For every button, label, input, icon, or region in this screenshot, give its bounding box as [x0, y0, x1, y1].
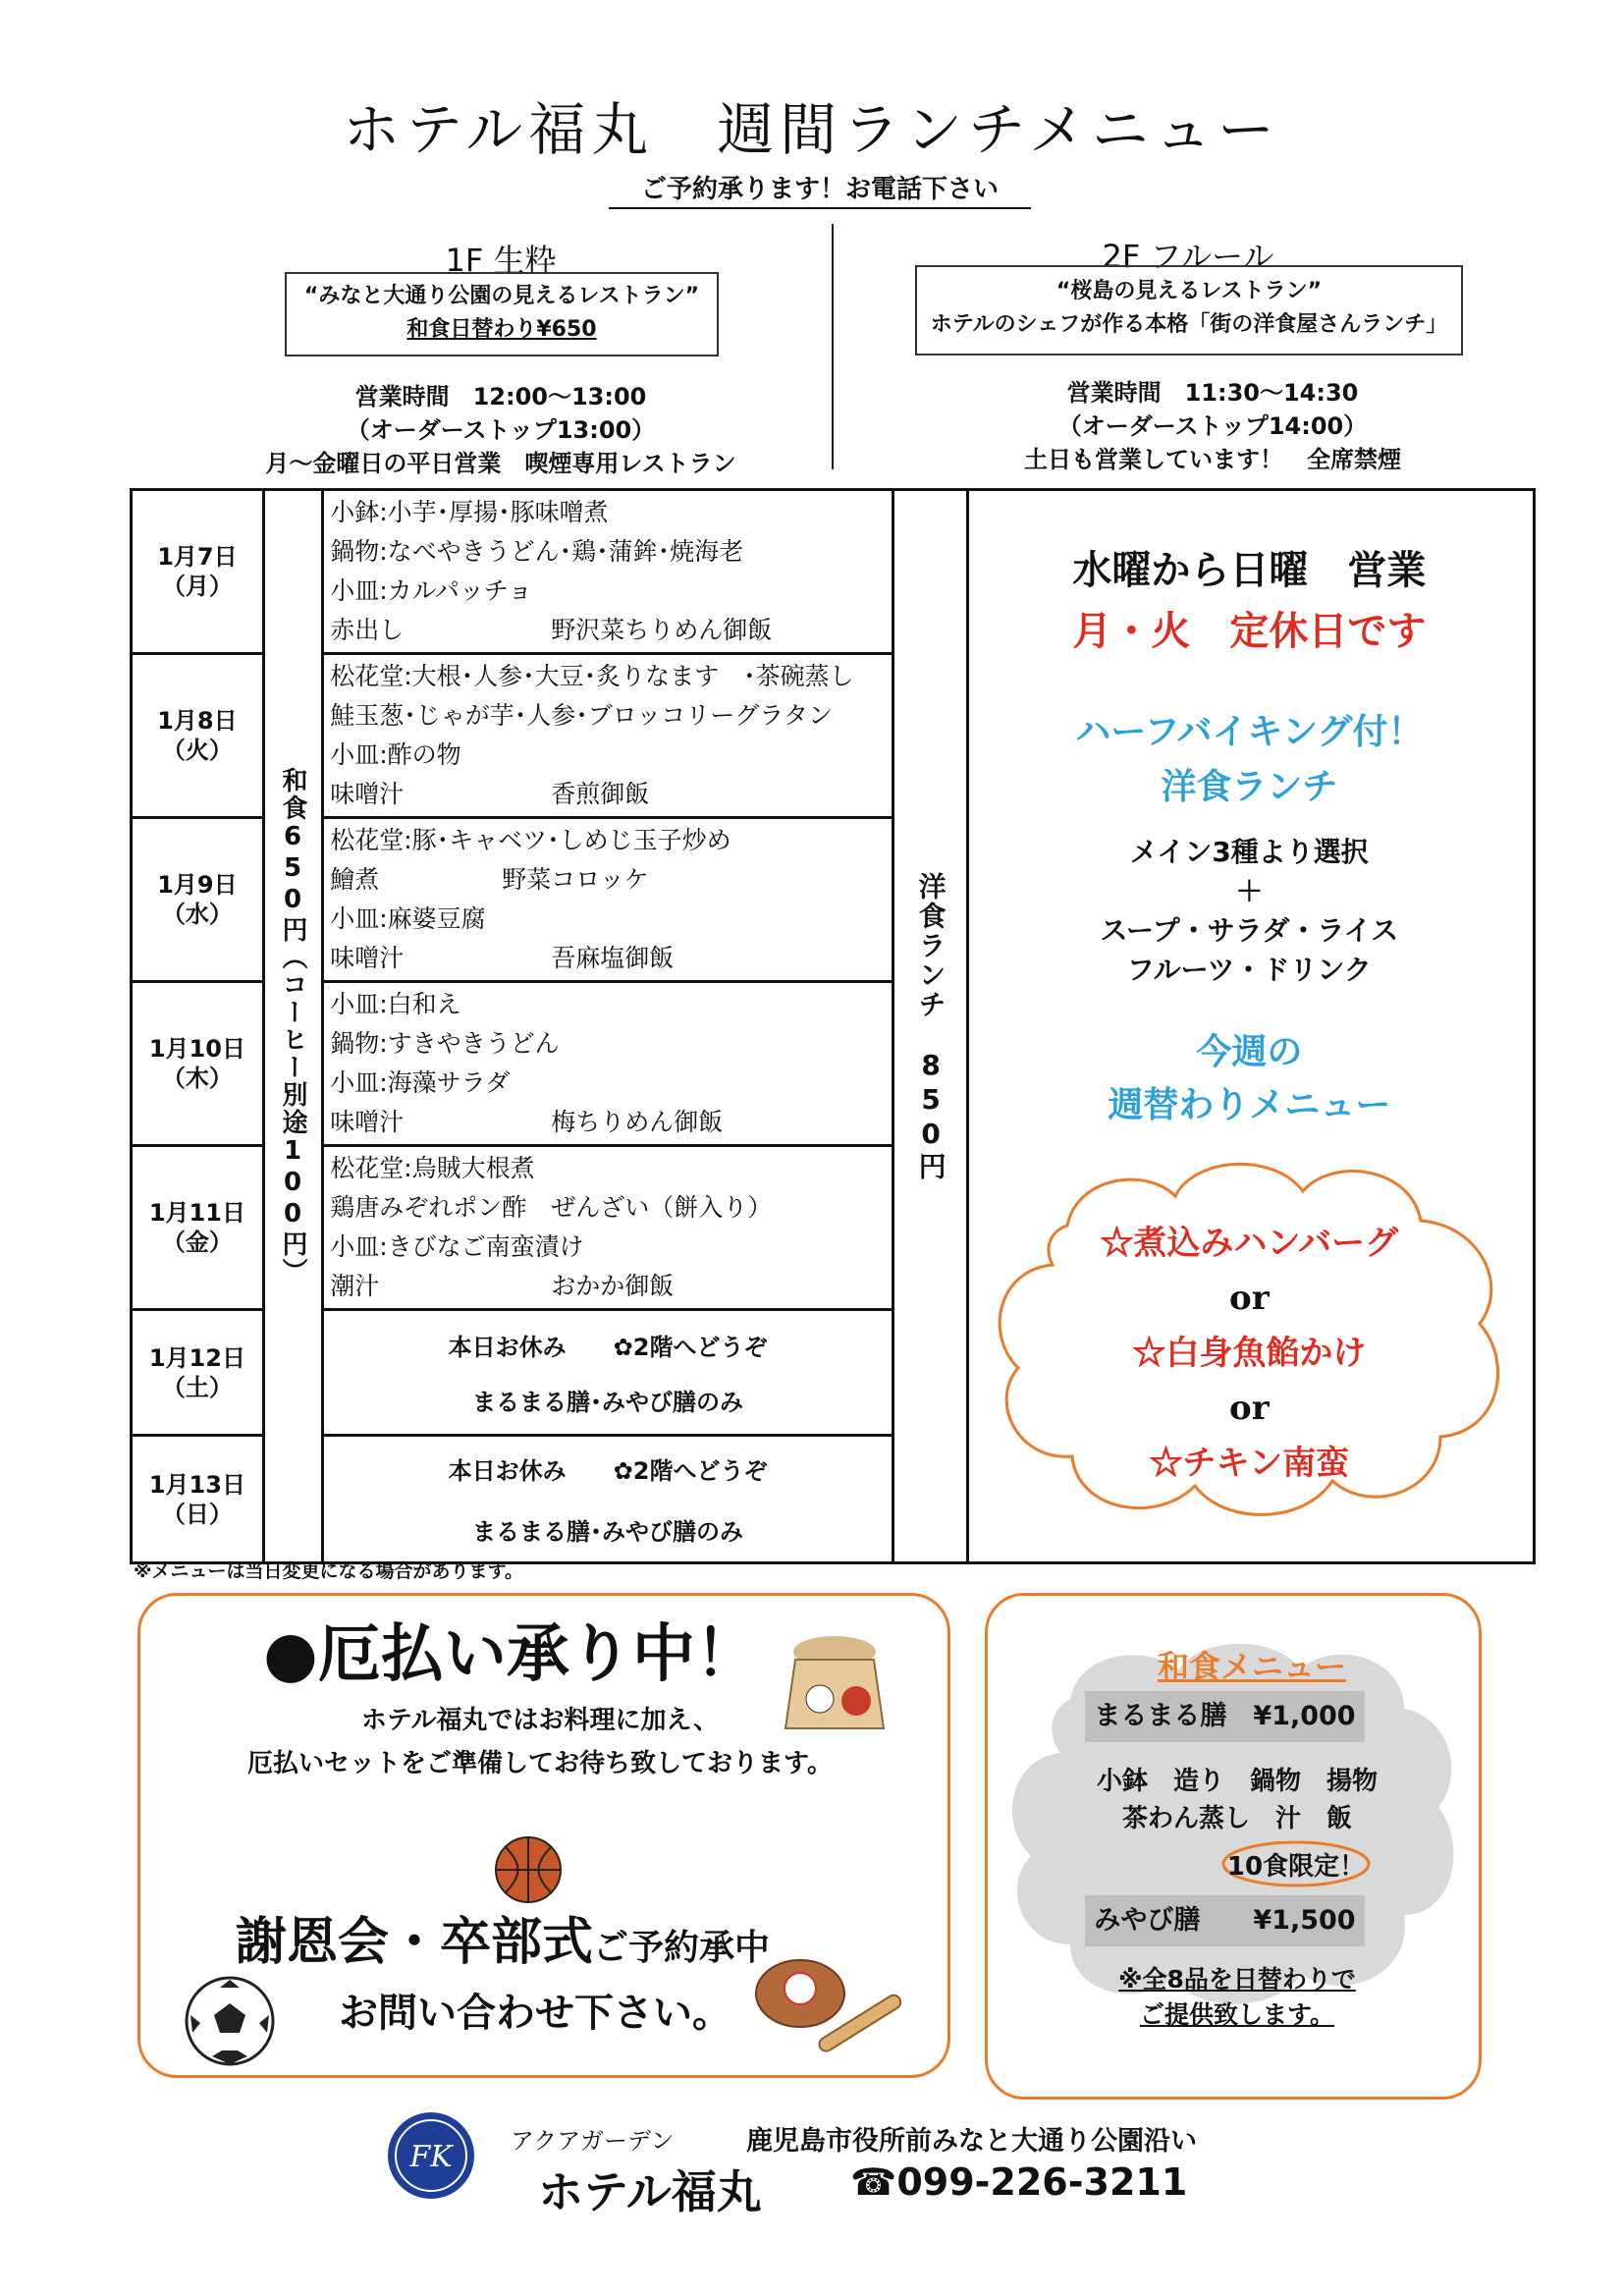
dish-cell	[323, 654, 893, 818]
limited-badge: 10食限定！	[1226, 1852, 1366, 1882]
day-of-week: （金）	[161, 1229, 233, 1256]
floor1-hours: 営業時間 12:00～13:00	[354, 383, 647, 410]
floor2-note: 土日も営業しています！ 全席禁煙	[1024, 446, 1401, 473]
header-divider	[832, 224, 834, 469]
day-date: 1月8日	[157, 707, 238, 735]
contents-line1: 小鉢 造り 鍋物 揚物	[1096, 1767, 1378, 1796]
weekly-line2: 週替わりメニュー	[1108, 1085, 1391, 1125]
sides-line2: フルーツ・ドリンク	[1126, 954, 1372, 986]
half-viking-line2: 洋食ランチ	[1161, 767, 1338, 807]
aqua-garden-label: アクアガーデン	[511, 2127, 675, 2155]
floor2-hours-block	[933, 376, 1492, 476]
miyabi-set-price: みやび膳 ¥1,500	[1085, 1895, 1365, 1946]
dish-line: 小皿:麻婆豆腐	[330, 904, 486, 933]
dish-line: 小皿:白和え	[330, 990, 461, 1018]
go-upstairs-text: ✿2階へどうぞ	[613, 1457, 768, 1485]
dish-line: 小皿:きびなご南蛮漬け	[330, 1232, 584, 1261]
marumaru-set-price: まるまる膳 ¥1,000	[1085, 1691, 1365, 1742]
day-date: 1月11日	[148, 1199, 245, 1227]
dish-line: 赤出し 野沢菜ちりめん御飯	[330, 616, 773, 644]
washoku-menu-heading: 和食メニュー	[1157, 1648, 1346, 1685]
yoshoku-price-column	[893, 490, 967, 1563]
day-cell	[132, 490, 264, 654]
day-date: 1月7日	[157, 543, 238, 571]
choice-chicken-nanban: ☆チキン南蛮	[1149, 1444, 1350, 1483]
open-days: 水曜から日曜 営業	[1072, 548, 1427, 593]
day-cell	[132, 1146, 264, 1310]
dish-line: 鍋物:すきやきうどん	[330, 1029, 560, 1058]
half-viking-line1: ハーフバイキング付！	[1075, 712, 1424, 752]
washoku-note-line1: ※全8品を日替わりで	[1118, 1965, 1356, 1994]
contents-line2: 茶わん蒸し 汁 飯	[1121, 1804, 1352, 1833]
day-date: 1月9日	[157, 871, 238, 899]
dish-line: 小鉢:小芋･厚揚･豚味噌煮	[330, 498, 609, 526]
shaonkai-heading: 謝恩会・卒部式	[236, 1913, 594, 1972]
day-date: 1月13日	[148, 1470, 245, 1499]
floor1-name: 1F 生粋	[445, 242, 557, 279]
soccer-ball-icon	[183, 1974, 277, 2068]
only-set-text: まるまる膳･みやび膳のみ	[472, 1518, 744, 1546]
floor2-tagline: “桜島の見えるレストラン”	[1055, 279, 1323, 303]
hotel-logo	[385, 2109, 477, 2202]
yoshoku-info-column	[968, 490, 1535, 1563]
weekly-line1: 今週の	[1196, 1032, 1303, 1072]
shaonkai-block	[236, 1900, 770, 1974]
closed-cell	[323, 1436, 893, 1563]
floor2-special: ホテルのシェフが作る本格「街の洋食屋さんランチ」	[930, 312, 1448, 337]
phone-number[interactable]: ☎099-226-3211	[850, 2160, 1188, 2204]
floor1-tagline: “みなと大通り公園の見えるレストラン”	[303, 284, 700, 308]
choice-hamburg: ☆煮込みハンバーグ	[1100, 1224, 1399, 1263]
hotel-address: 鹿児島市役所前みなと大通り公園沿い	[746, 2126, 1197, 2157]
dish-cell	[323, 1146, 893, 1310]
dish-line: 松花堂:豚･キャベツ･しめじ玉子炒め	[330, 826, 731, 854]
floor1-box	[285, 272, 719, 356]
day-date: 1月10日	[148, 1035, 245, 1063]
shaonkai-tail: ご予約承中	[593, 1928, 771, 1968]
closed-days: 月・火 定休日です	[1072, 609, 1427, 654]
dish-line: 鱠煮 野菜コロッケ	[330, 865, 649, 894]
day-cell	[132, 654, 264, 818]
marumaru-contents	[1041, 1763, 1434, 1837]
day-cell	[132, 982, 264, 1146]
floor1-note: 月～金曜日の平日営業 喫煙専用レストラン	[265, 450, 736, 477]
washoku-note	[1060, 1962, 1414, 2033]
contact-text: お問い合わせ下さい。	[339, 1991, 731, 2036]
dish-line: 小皿:酢の物	[330, 740, 461, 769]
dish-line: 味噌汁 吾麻塩御飯	[330, 944, 675, 972]
dish-line: 松花堂:大根･人参･大豆･炙りなます ･茶碗蒸し	[330, 662, 854, 690]
day-of-week: （土）	[161, 1373, 233, 1401]
dish-line: 鍋物:なべやきうどん･鶏･蒲鉾･焼海老	[330, 537, 744, 566]
sides-line1: スープ・サラダ・ライス	[1100, 914, 1399, 947]
floor1-special: 和食日替わり¥650	[406, 317, 597, 342]
weekly-menu-choices	[979, 1218, 1519, 1489]
half-viking-block	[969, 705, 1529, 815]
dish-line: 小皿:カルパッチョ	[330, 576, 533, 605]
day-of-week: （日）	[161, 1500, 233, 1528]
day-date: 1月12日	[148, 1343, 245, 1372]
yakubarai-text-line1: ホテル福丸ではお料理に加え、	[360, 1706, 720, 1735]
dish-cell	[323, 818, 893, 982]
or-separator: or	[1229, 1279, 1270, 1318]
floor1-last-order: （オーダーストップ13:00）	[346, 416, 656, 444]
day-of-week: （水）	[161, 901, 233, 928]
dish-line: 小皿:海藻サラダ	[330, 1068, 511, 1097]
day-cell	[132, 1436, 264, 1563]
yoshoku-price-label: 洋食ランチ 850円	[914, 871, 947, 1181]
dish-cell	[323, 982, 893, 1146]
choice-fish: ☆白身魚餡かけ	[1132, 1334, 1367, 1373]
only-set-text: まるまる膳･みやび膳のみ	[472, 1389, 744, 1416]
day-cell	[132, 1310, 264, 1436]
dish-line: 味噌汁 梅ちりめん御飯	[330, 1108, 724, 1136]
day-of-week: （木）	[161, 1065, 233, 1092]
washoku-price-column	[263, 490, 322, 1563]
floor2-hours: 営業時間 11:30～14:30	[1066, 379, 1359, 407]
go-upstairs-text: ✿2階へどうぞ	[613, 1334, 768, 1361]
weekly-menu-table	[130, 488, 1536, 1564]
page-title: ホテル福丸 週間ランチメニュー	[343, 96, 1280, 163]
dish-line: 鮭玉葱･じゃが芋･人参･ブロッコリーグラタン	[330, 701, 833, 730]
logo-monogram: FK	[409, 2140, 453, 2174]
floor2-name: 2F フルール	[1102, 238, 1274, 275]
yakubarai-text	[147, 1699, 933, 1785]
set-contents	[969, 833, 1529, 990]
table-row	[132, 490, 1535, 654]
yakubarai-text-line2: 厄払いセットをご準備してお待ち致しております。	[247, 1749, 833, 1778]
dish-line: 味噌汁 香煎御飯	[330, 780, 650, 808]
main-choice: メイン3種より選択	[1129, 836, 1369, 868]
dish-line: 松花堂:烏賊大根煮	[330, 1154, 535, 1182]
weekly-special-block	[969, 1026, 1529, 1132]
baseball-glove-icon	[746, 1949, 913, 2067]
closed-text: 本日お休み	[448, 1457, 567, 1485]
day-cell	[132, 818, 264, 982]
open-info	[969, 540, 1529, 662]
day-of-week: （火）	[161, 737, 233, 764]
hotel-name: ホテル福丸	[538, 2165, 762, 2218]
washoku-price-label: 和食650円（コーヒー別途100円）	[278, 767, 308, 1285]
dish-cell	[323, 490, 893, 654]
reservation-subtitle: ご予約承ります！お電話下さい	[609, 169, 1031, 209]
closed-cell	[323, 1310, 893, 1436]
plus-sign: ＋	[1235, 875, 1264, 907]
dish-line: 鶏唐みぞれポン酢 ぜんざい（餅入り）	[330, 1193, 773, 1222]
washoku-note-line2: ご提供致します。	[1139, 2000, 1334, 2029]
closed-text: 本日お休み	[448, 1334, 567, 1361]
basketball-icon	[493, 1834, 564, 1905]
floor1-hours-block	[236, 380, 766, 480]
dish-line: 潮汁 おかか御飯	[330, 1272, 675, 1300]
day-of-week: （月）	[161, 573, 233, 600]
floor2-box	[915, 265, 1463, 355]
or-separator: or	[1229, 1389, 1270, 1428]
floor2-last-order: （オーダーストップ14:00）	[1057, 412, 1368, 440]
yakubarai-heading: ●厄払い承り中！	[263, 1617, 758, 1691]
menu-change-notice: ※メニューは当日変更になる場合があります。	[134, 1560, 523, 1582]
